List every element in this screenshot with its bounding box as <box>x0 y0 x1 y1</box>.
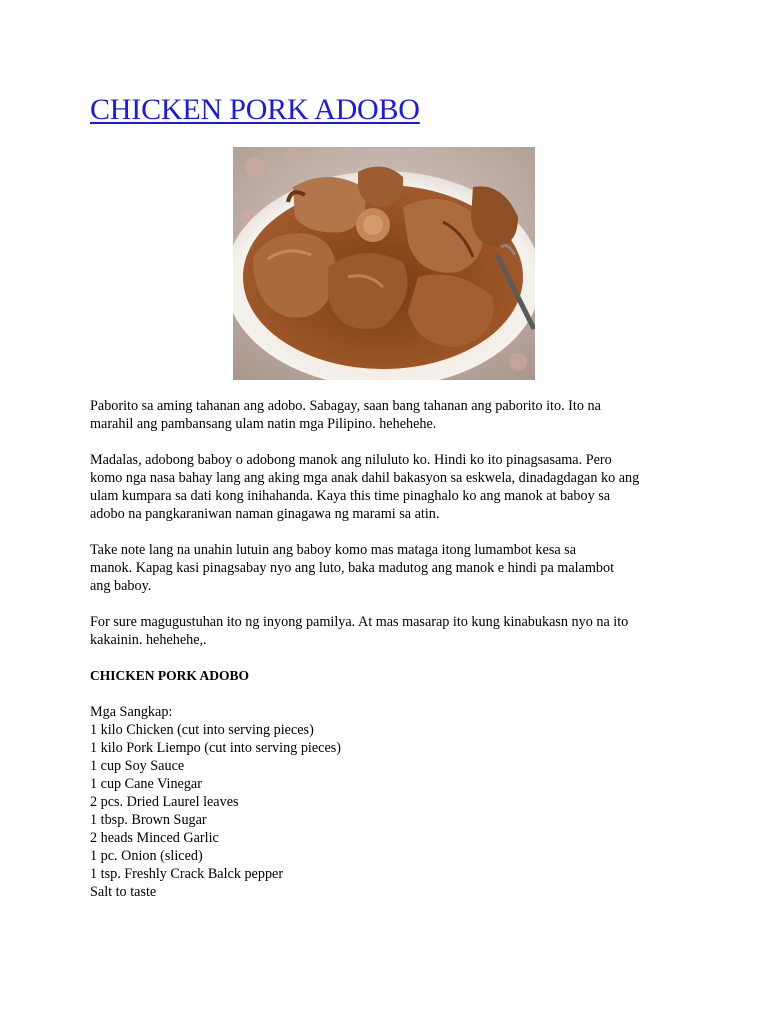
paragraph-line: Paborito sa aming tahanan ang adobo. Sabagay, saan bang tahanan ang paborito ito. Ito na <box>90 398 601 414</box>
ingredient-item: 1 cup Soy Sauce <box>90 758 185 774</box>
paragraph-line: ang baboy. <box>90 578 152 594</box>
paragraph-line: Take note lang na unahin lutuin ang baboy komo mas mataga itong lumambot kesa sa <box>90 542 576 558</box>
page-title[interactable]: CHICKEN PORK ADOBO <box>90 93 420 126</box>
ingredient-item: 1 kilo Pork Liempo (cut into serving pieces) <box>90 740 341 756</box>
ingredient-item: 2 pcs. Dried Laurel leaves <box>90 794 239 810</box>
dish-illustration <box>233 147 535 380</box>
paragraph-2 <box>90 451 690 523</box>
paragraph-line: adobo na pangkaraniwan naman ginagawa ng marami sa atin. <box>90 506 440 522</box>
ingredients-heading: Mga Sangkap: <box>90 704 173 720</box>
article-body <box>90 397 690 901</box>
paragraph-line: ulam kumpara sa dati kong inihahanda. Kaya this time pinaghalo ko ang manok at baboy sa <box>90 488 611 504</box>
paragraph-line: kakainin. hehehehe,. <box>90 632 207 648</box>
ingredient-item: Salt to taste <box>90 884 157 900</box>
ingredient-item: 1 tsp. Freshly Crack Balck pepper <box>90 866 284 882</box>
recipe-title: CHICKEN PORK ADOBO <box>90 668 250 683</box>
paragraph-line: manok. Kapag kasi pinagsabay nyo ang luto, baka madutog ang manok e hindi pa malambot <box>90 560 615 576</box>
paragraph-line: marahil ang pambansang ulam natin mga Pilipino. hehehehe. <box>90 416 437 432</box>
ingredients-list <box>90 703 690 901</box>
paragraph-line: For sure magugustuhan ito ng inyong pamilya. At mas masarap ito kung kinabukasn nyo na ito <box>90 614 629 630</box>
paragraph-line: Madalas, adobong baboy o adobong manok ang niluluto ko. Hindi ko ito pinagsasama. Pero <box>90 452 612 468</box>
ingredient-item: 1 kilo Chicken (cut into serving pieces) <box>90 722 314 738</box>
paragraph-1 <box>90 397 690 433</box>
paragraph-3 <box>90 541 690 595</box>
adobo-dish-photo <box>233 147 535 380</box>
ingredient-item: 1 cup Cane Vinegar <box>90 776 202 792</box>
paragraph-4 <box>90 613 690 649</box>
ingredient-item: 1 tbsp. Brown Sugar <box>90 812 207 828</box>
ingredient-item: 1 pc. Onion (sliced) <box>90 848 203 864</box>
ingredient-item: 2 heads Minced Garlic <box>90 830 219 846</box>
paragraph-line: komo nga nasa bahay lang ang aking mga anak dahil bakasyon sa eskwela, dinadagdagan ko ang <box>90 470 640 486</box>
